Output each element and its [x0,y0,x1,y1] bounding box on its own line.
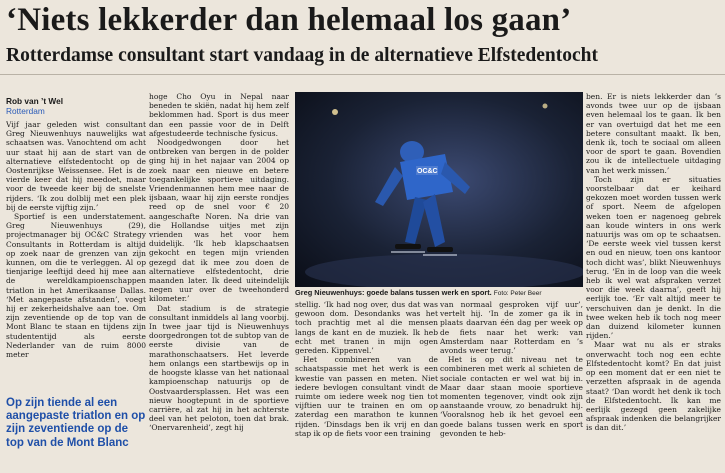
dateline-city: Rotterdam [6,106,45,116]
skater-illustration [295,92,583,287]
paragraph: Het is op dit niveau net te combineren met werk al schieten de sociale contacten er wel wat bij in. Maar daar staan mooie sportieve momenten tegenover, vindt ook zijn aanstaande vrouw, zo benadrukt hij. ‘Vooralsnog heb ik het gevoel een goede balans tussen werk en sport gevonden te heb- [440,355,583,438]
paragraph: Dat stadium is de strategie consultant inmiddels al lang voorbij. In twee jaar tijd is Nieuwenhuys doorgedrongen tot de subtop van de eerste divisie van de marathonschaatsers. Het leverde hem onlangs een startbewijs op in de hoogste klasse van het nationaal kampioenschap natuurijs op de Oostvaardersplassen. Het was een nieuw hoogtepunt in de sportieve carrière, al zat hij in het achterste deel van het peloton, toen dat brak. ‘Onervarenheid’, zegt hij [149,303,289,433]
article-column-3 [295,300,438,468]
subheadline: Rotterdamse consultant start vandaag in de alternatieve Elfstedentocht [6,45,598,66]
headline: ‘Niets lekkerder dan helemaal los gaan’ [6,2,572,38]
article-column-4 [440,300,583,468]
header-divider [0,74,725,75]
photo-credit: Foto: Peter Beer [493,290,542,297]
author-name: Rob van ’t Wel [6,96,64,106]
byline [6,96,146,116]
paragraph: Het combineren van de schaatspassie met het werk is een kwestie van passen en meten. Niet iedere bevlogen consultant vindt de ruimte om iedere week nog tien tot vijftien uur te trainen en om op zaterdag een marathon te kunnen rijden. ‘Dinsdags ben ik vrij en dan stap ik op de fiets voor een training [295,355,438,438]
photo-caption [295,288,583,299]
paragraph: ben. Er is niets lekkerder dan ’s avonds twee uur op de ijsbaan even helemaal los te gaan. Ik ben er van overtuigd dat het me een betere consultant maakt. Ik ben, denk ik, toch te sociaal om alleen voor de sport te gaan. Bovendien zou ik de intellectuele uitdaging van het werk missen.’ [586,92,721,175]
jersey-logo: OC&C [417,168,438,175]
paragraph: stellig. ‘Ik had nog over, dus dat was gewoon dom. Desondanks was het toch prachtig met al die mensen langs de kant en de muziek. Ik heb echt met tranen in mijn ogen gereden. Kippenvel.’ [295,300,438,356]
article-column-2 [149,92,289,468]
paragraph: Toch zijn er situaties voorstelbaar dat er keihard gekozen moet worden tussen werk of sport. Neem de afgelopen weken toen er nagenoeg gebrek aan koude winters in ons werk natuurijs was om op te schaatsen. ‘De eerste week viel tussen kerst en oud en nieuw, toen ons kantoor toch dicht was’, blikt Nieuwenhuys terug. ‘En in de loop van die week heb ik wel wat afspraken verzet voor die week daarna’, geeft hij eerlijk toe. ‘Er valt altijd meer te verschuiven dan je denkt. In die twee weken heb ik toch nog meer dan duizend kilometer kunnen rijden.’ [586,174,721,341]
pull-quote: Op zijn tiende al een aangepaste triatlon en op zijn zeventiende op de top van de Mont Blanc [6,397,146,449]
paragraph: Sportief is een understatement. Greg Nieuwenhuys (29), projectmanager bij OC&C Strategy Consultants in Rotterdam is altijd op zoek naar de grenzen van zijn kunnen, om die te verleggen. Al op tienjarige leeftijd deed hij mee aan de wereldkampioenschappen triatlon in het Amerikaanse Dallas. ‘Met aangepaste afstanden’, voegt hij er zekerheidshalve aan toe. Om zijn zeventiende op de top van de Mont Blanc te staan en tijdens zijn studententijd als eerste Nederlander van de ruim 8000 meter [6,212,146,360]
paragraph: Maar wat nu als er straks onverwacht toch nog een echte Elfstedentocht komt? En dat juist op een moment dat er een niet te verzetten afspraak in de agenda staat? ‘Dan wordt het denk ik toch de Elfstedentocht. Ik kan me eerlijk gezegd geen zakelijke afspraak indenken die belangrijker is dan dit.’ [586,340,721,433]
caption-text: Greg Nieuwenhuys: goede balans tussen werk en sport. [295,288,492,297]
paragraph: van normaal gesproken vijf uur’, vertelt hij. ‘In de zomer ga ik in plaats daarvan één dag per week op de fiets naar het werk: van Amsterdam naar Rotterdam en ’s avonds weer terug.’ [440,300,583,356]
article-column-1 [6,120,146,395]
paragraph: hoge Cho Oyu in Nepal naar beneden te skiën, nadat hij hem zelf beklommen had. Sport is dus meer dan een passie voor de in Delft afgestudeerde technische fysicus. [149,92,289,138]
paragraph: Vijf jaar geleden wist consultant Greg Nieuwenhuys nauwelijks wat schaatsen was. Vanochtend om acht uur staat hij aan de start van de alternatieve elfstedentocht op de Oostenrijkse Weissensee. Het is de vierde keer dat hij meedoet, maar voor de tweede keer bij de snelste rijders. ‘Ik zou dolblij met een plek bij de eerste vijftig zijn.’ [6,120,146,212]
skater-photo [295,92,583,287]
article-column-5 [586,92,721,468]
paragraph: Noodgedwongen door het ontbreken van bergen in de polder ging hij in het najaar van 2004 op zoek naar een nieuwe en betere toegankelijke sportieve uitdaging. Vriendenmannen hem mee naar de ijsbaan, waar hij zijn eerste rondjes reed op de snel voor € 20 aangeschafte Noren. Na drie van die Hollandse uitjes met zijn vrienden was het voor hem duidelijk. ‘Ik heb klapschaatsen gekocht en tegen mijn vrienden gezegd dat ik mee zou doen de alternatieve elfstedentocht, drie maanden later. Ik deed uiteindelijk negen uur over de tweehonderd kilometer.’ [149,138,289,304]
